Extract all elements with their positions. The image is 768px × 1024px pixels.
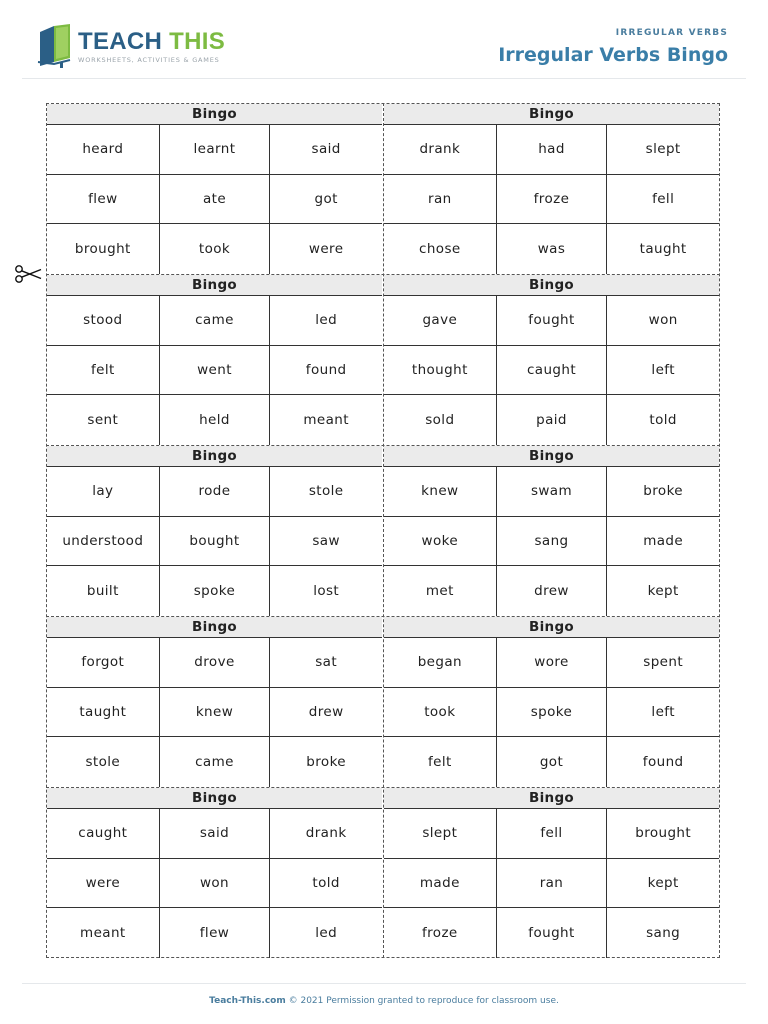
bingo-card [46,616,382,787]
bingo-cell: woke [384,517,496,567]
worksheet-category: IRREGULAR VERBS [615,28,728,38]
bingo-cell: sat [270,638,382,688]
bingo-cell: taught [47,688,159,738]
bingo-cell: found [642,754,684,771]
bingo-cell: stole [270,467,382,517]
book-logo-icon [36,22,76,68]
bingo-card-heading: Bingo [47,446,382,466]
bingo-cell: were [47,859,159,909]
bingo-cell: rode [159,467,271,517]
logo-tagline: WORKSHEETS, ACTIVITIES & GAMES [78,56,220,64]
bingo-cell: took [159,224,271,274]
bingo-cell: got [496,737,608,787]
bingo-cell: drew [496,566,608,616]
bingo-card [383,103,719,274]
bingo-card-heading: Bingo [384,104,719,124]
bingo-card-heading: Bingo [384,617,719,637]
logo-teach: TEACH [78,28,163,55]
bingo-cell: sang [646,925,681,942]
bingo-card [46,445,382,616]
bingo-cell: gave [384,296,496,346]
bingo-card [46,274,382,445]
bingo-cell: began [384,638,496,688]
footer-site: Teach-This.com [209,996,286,1006]
header-divider [22,78,746,79]
bingo-cell: taught [639,241,687,258]
bingo-grid [384,637,719,787]
bingo-grid [384,124,719,274]
bingo-cell: took [384,688,496,738]
copyright-footer [0,996,768,1006]
bingo-cell: left [607,346,719,396]
bingo-grid [47,808,382,958]
bingo-cell: was [496,224,608,274]
bingo-cell: won [159,859,271,909]
bingo-grid [47,637,382,787]
bingo-cell: told [270,859,382,909]
bingo-cell: brought [74,241,131,258]
logo-wordmark [78,28,225,56]
bingo-cell: sent [87,412,119,429]
bingo-cell: meant [80,925,126,942]
bingo-cell: led [270,296,382,346]
bingo-cell: spent [607,638,719,688]
bingo-cell: froze [496,175,608,225]
bingo-card [383,445,719,616]
bingo-cell: caught [47,809,159,859]
bingo-cell: saw [270,517,382,567]
bingo-card-heading: Bingo [47,617,382,637]
bingo-card [383,787,719,958]
bingo-cell: lost [313,583,340,600]
bingo-cell: knew [159,688,271,738]
bingo-cell: kept [647,583,679,600]
bingo-cell: made [384,859,496,909]
bingo-cell: understood [47,517,159,567]
bingo-cell: flew [159,908,271,958]
bingo-card-heading: Bingo [47,788,382,808]
bingo-grid [384,466,719,616]
bingo-cell: broke [306,754,347,771]
bingo-cell: thought [384,346,496,396]
bingo-cell: built [86,583,119,600]
bingo-cell: felt [427,754,452,771]
bingo-cell: had [496,125,608,175]
bingo-cell: got [270,175,382,225]
bingo-cell: caught [496,346,608,396]
bingo-cell: felt [47,346,159,396]
bingo-cell: bought [159,517,271,567]
bingo-grid [47,124,382,274]
bingo-cell: said [270,125,382,175]
bingo-cell: said [159,809,271,859]
bingo-cell: swam [496,467,608,517]
bingo-cell: led [315,925,338,942]
bingo-cell: spoke [159,566,271,616]
bingo-cell: slept [384,809,496,859]
bingo-cell: drove [159,638,271,688]
worksheet-title: Irregular Verbs Bingo [498,44,728,66]
bingo-grid [47,295,382,445]
bingo-cell: stood [47,296,159,346]
bingo-card-heading: Bingo [384,275,719,295]
bingo-cell: drew [270,688,382,738]
bingo-cell: lay [47,467,159,517]
bingo-cell: meant [303,412,349,429]
bingo-cell: sang [496,517,608,567]
bingo-card [383,616,719,787]
bingo-card-heading: Bingo [47,275,382,295]
bingo-cell: drank [270,809,382,859]
bingo-cell: ate [159,175,271,225]
bingo-cell: forgot [47,638,159,688]
bingo-cell: sold [425,412,455,429]
bingo-cell: spoke [496,688,608,738]
bingo-card [383,274,719,445]
bingo-card [46,103,382,274]
bingo-cell: paid [496,395,608,445]
bingo-cell: won [607,296,719,346]
bingo-cell: knew [384,467,496,517]
scissors-icon [14,264,42,284]
bingo-cell: left [607,688,719,738]
bingo-cell: heard [47,125,159,175]
bingo-cell: kept [607,859,719,909]
bingo-cell: learnt [159,125,271,175]
bingo-grid [384,808,719,958]
bingo-cell: flew [47,175,159,225]
bingo-cell: brought [607,809,719,859]
bingo-cell: found [270,346,382,396]
bingo-cell: fought [496,296,608,346]
bingo-cell: came [159,296,271,346]
bingo-cell: met [425,583,454,600]
bingo-cell: ran [384,175,496,225]
page-header [0,0,768,78]
bingo-card-heading: Bingo [384,788,719,808]
bingo-cell: told [649,412,677,429]
bingo-cell: fought [496,908,608,958]
bingo-cell: fell [607,175,719,225]
bingo-cell: went [159,346,271,396]
bingo-cell: stole [85,754,121,771]
logo-this: THIS [169,28,226,55]
bingo-card-heading: Bingo [47,104,382,124]
bingo-cell: slept [607,125,719,175]
bingo-cell: fell [496,809,608,859]
bingo-cell: made [607,517,719,567]
bingo-cell: held [159,395,271,445]
bingo-cell: were [308,241,344,258]
bingo-cell: wore [496,638,608,688]
bingo-cell: froze [421,925,458,942]
bingo-cell: drank [384,125,496,175]
bingo-card-heading: Bingo [384,446,719,466]
bingo-cell: broke [607,467,719,517]
teach-this-logo [36,22,236,70]
footer-notice: © 2021 Permission granted to reproduce for classroom use. [288,996,559,1006]
bingo-card [46,787,382,958]
bingo-cell: came [159,737,271,787]
bingo-grid [47,466,382,616]
footer-divider [22,983,746,984]
bingo-grid [384,295,719,445]
bingo-cell: ran [496,859,608,909]
bingo-cell: chose [419,241,461,258]
